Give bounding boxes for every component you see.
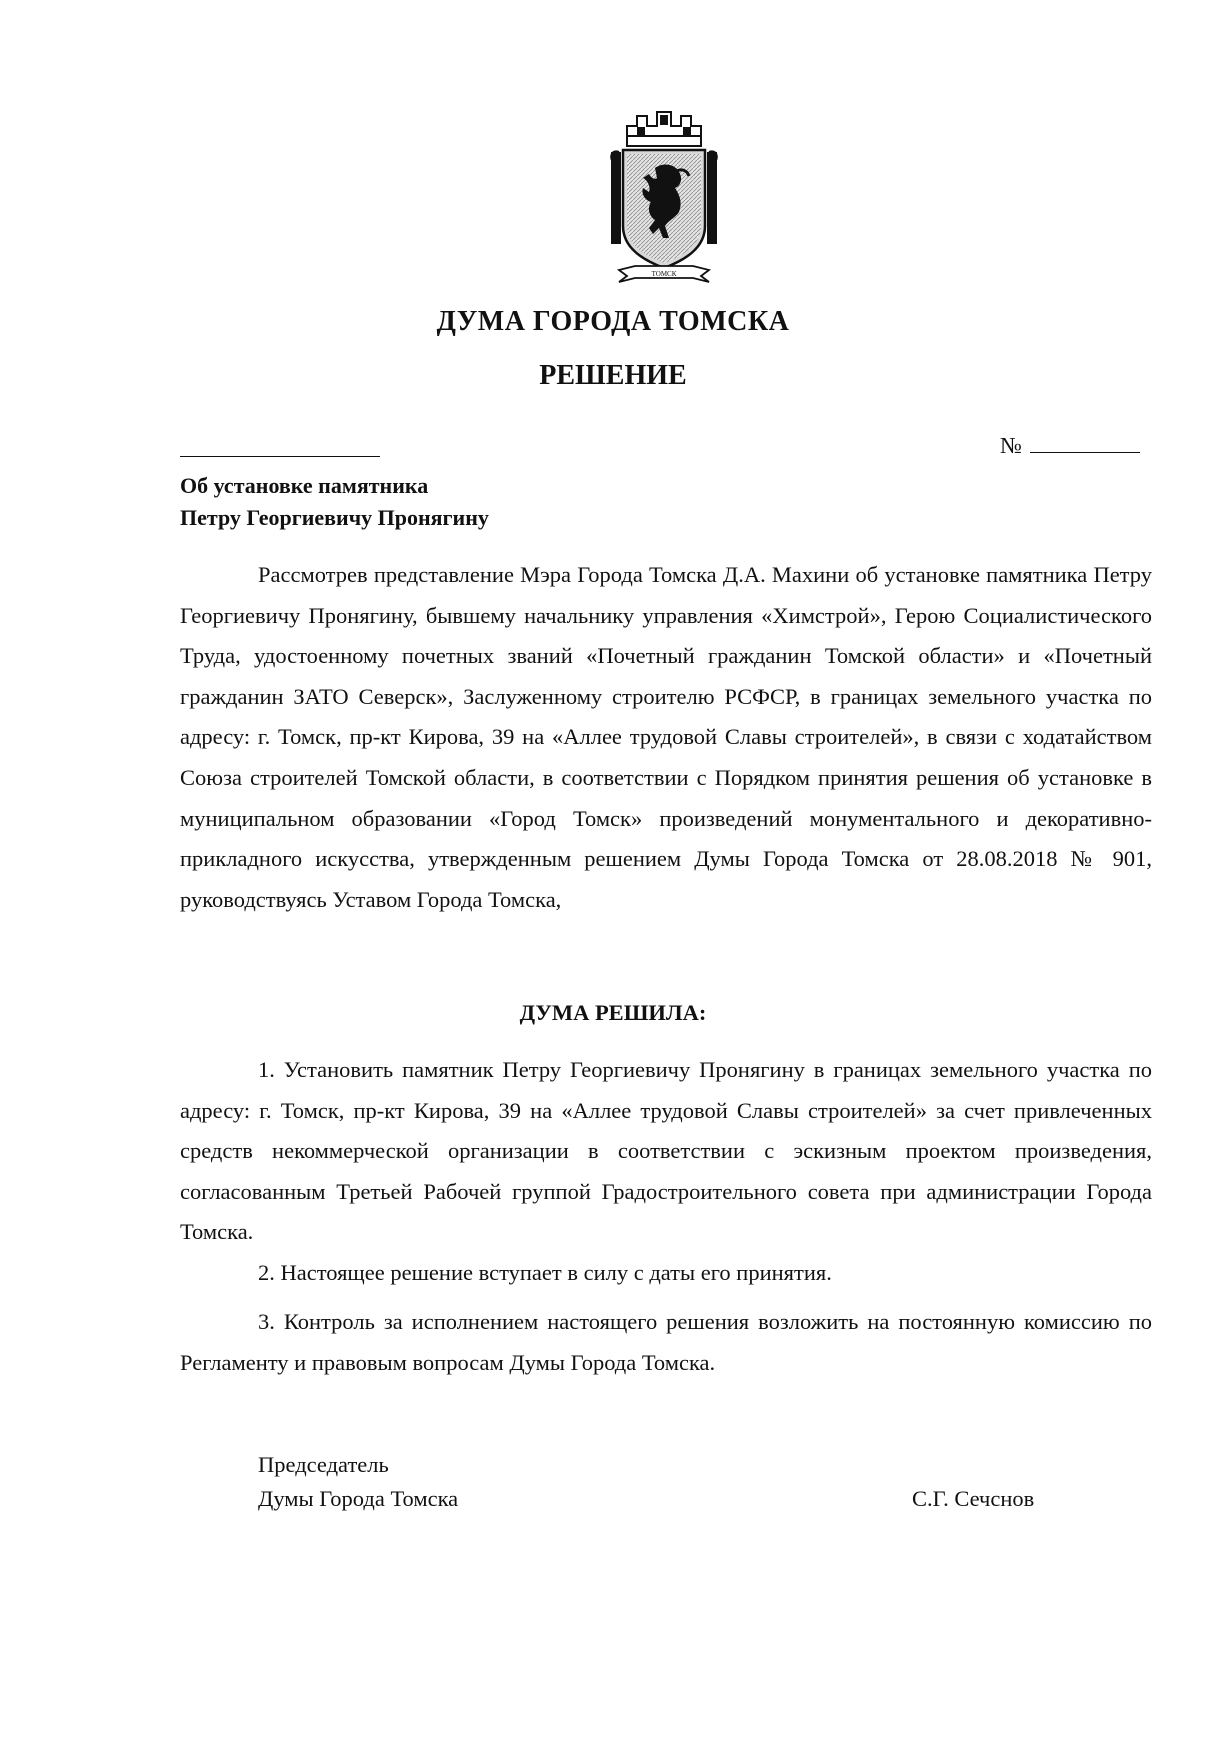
decision-item-2: 2. Настоящее решение вступает в силу с даты его принятия. xyxy=(258,1260,832,1285)
organization-title: ДУМА ГОРОДА ТОМСКА xyxy=(436,306,790,337)
signer-position-line-2: Думы Города Томска xyxy=(258,1486,459,1511)
preamble-paragraph: Рассмотрев представление Мэра Города Томска Д.А. Махини об установке памятника Петру Георгиевичу Пронягину, бывшему начальнику управления «Химстрой», Герою Социалистического Труда, удостоенному почетных званий «Почетный гражданин Томской области» и «Почетный гражданин ЗАТО Северск», Заслуженному строителю РСФСР, в границах земельного участка по адресу: г. Томск, пр-кт Кирова, 39 на «Аллее трудовой Славы строителей», в связи с ходатайством Союза строителей Томской области, в соответствии с Порядком принятия решения об установке в муниципальном образовании «Город Томск» произведений монументального и декоративно-прикладного искусства, утвержденным решением Думы Города Томска от 28.08.2018 № 901, руководствуясь Уставом Города Томска, xyxy=(180,562,1152,912)
signer-name: С.Г. Сечснов xyxy=(912,1486,1035,1511)
resolved-heading: ДУМА РЕШИЛА: xyxy=(519,1000,707,1025)
document-number xyxy=(1000,432,1140,459)
document-subject xyxy=(180,470,489,534)
number-label: № xyxy=(1000,433,1022,458)
coat-of-arms-icon xyxy=(605,108,723,286)
date-blank-line xyxy=(180,456,380,457)
subject-line-1: Об установке памятника xyxy=(180,473,429,498)
decision-item-1: 1. Установить памятник Петру Георгиевичу Пронягину в границах земельного участка по адресу: г. Томск, пр-кт Кирова, 39 на «Аллее трудовой Славы строителей» за счет привлеченных средств некоммерческой организации в соответствии с эскизным проектом произведения, согласованным Третьей Рабочей группой Градостроительного совета при администрации Города Томска. xyxy=(180,1057,1152,1245)
signer-position-line-1: Председатель xyxy=(258,1452,389,1477)
subject-line-2: Петру Георгиевичу Пронягину xyxy=(180,505,489,530)
signer-position xyxy=(258,1448,458,1516)
number-blank-line xyxy=(1030,432,1140,453)
document-type: РЕШЕНИЕ xyxy=(539,360,687,391)
decision-item-3: 3. Контроль за исполнением настоящего решения возложить на постоянную комиссию по Регламенту и правовым вопросам Думы Города Томска. xyxy=(180,1309,1152,1375)
emblem-motto: ТОМСК xyxy=(651,270,677,278)
